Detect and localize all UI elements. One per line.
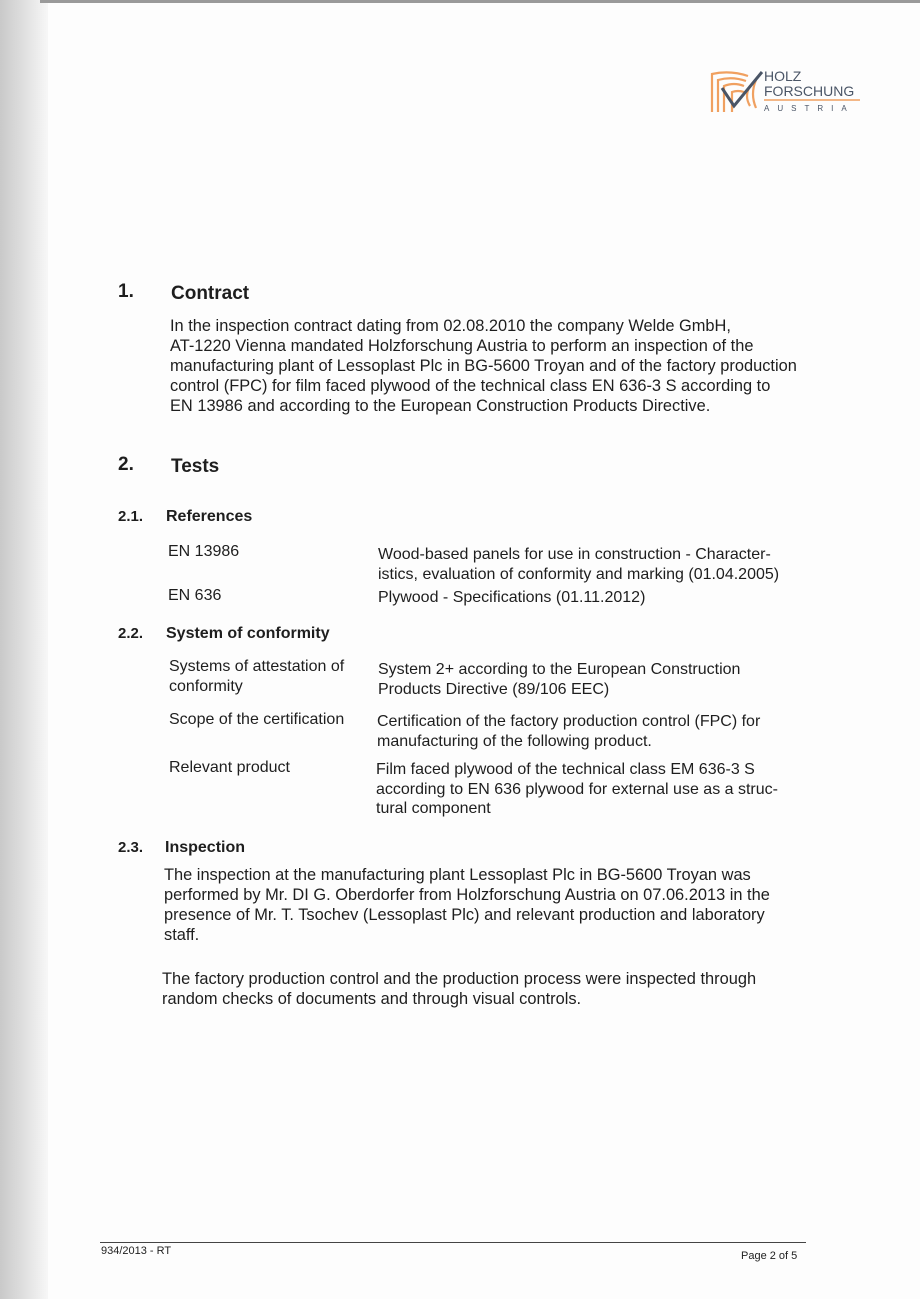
text-line: The inspection at the manufacturing plant Lessoplast Plc in BG-5600 Troyan was (164, 866, 751, 884)
subsection-title-system: System of conformity (166, 625, 330, 642)
text-line: In the inspection contract dating from 02.08.2010 the company Welde GmbH, (170, 317, 731, 335)
inspection-paragraph-2 (162, 969, 842, 1009)
contract-paragraph (170, 316, 850, 416)
scan-edge-shadow (0, 0, 48, 1299)
text-line: istics, evaluation of conformity and marking (01.04.2005) (378, 565, 780, 583)
conformity-label (169, 657, 344, 696)
text-line: The factory production control and the production process were inspected through (162, 970, 757, 988)
subsection-number: 2.2. (118, 625, 144, 642)
conformity-label: Scope of the certification (169, 711, 345, 728)
section-number: 2. (118, 454, 134, 475)
svg-text:HOLZ: HOLZ (764, 68, 802, 84)
text-line: conformity (169, 677, 243, 695)
text-line: Systems of attestation of (169, 658, 345, 675)
holzforschung-logo (710, 66, 870, 116)
svg-text:FORSCHUNG: FORSCHUNG (764, 83, 855, 99)
text-line: performed by Mr. DI G. Oberdorfer from Holzforschung Austria on 07.06.2013 in the (164, 886, 770, 904)
conformity-value (377, 712, 817, 751)
subsection-title-references: References (166, 508, 253, 525)
svg-text:AUSTRIA: AUSTRIA (764, 104, 855, 113)
scan-top-edge (40, 0, 920, 3)
conformity-label: Relevant product (169, 759, 290, 776)
section-title-contract: Contract (171, 283, 250, 304)
logo-mark-icon (710, 66, 870, 116)
section-title-tests: Tests (171, 456, 220, 477)
text-line: manufacturing of the following product. (377, 732, 652, 750)
text-line: Wood-based panels for use in construction - Character- (378, 546, 771, 563)
section-number: 1. (118, 281, 134, 302)
document-number: 934/2013 - RT (101, 1245, 172, 1257)
footer-divider (100, 1242, 806, 1243)
subsection-title-inspection: Inspection (165, 839, 246, 856)
text-line: random checks of documents and through visual controls. (162, 990, 582, 1008)
reference-value (378, 545, 818, 584)
text-line: tural component (376, 800, 491, 817)
text-line: staff. (164, 926, 200, 944)
text-line: presence of Mr. T. Tsochev (Lessoplast Plc) and relevant production and laboratory (164, 906, 765, 924)
conformity-value (378, 660, 818, 699)
reference-label: EN 13986 (168, 543, 240, 560)
subsection-number: 2.1. (118, 508, 144, 525)
text-line: according to EN 636 plywood for external use as a struc- (376, 780, 778, 798)
reference-value: Plywood - Specifications (01.11.2012) (378, 589, 646, 606)
page-number: Page 2 of 5 (741, 1250, 798, 1262)
text-line: control (FPC) for film faced plywood of the technical class EN 636-3 S according to (170, 377, 771, 395)
reference-label: EN 636 (168, 587, 222, 604)
text-line: EN 13986 and according to the European Construction Products Directive. (170, 397, 711, 415)
text-line: System 2+ according to the European Construction (378, 661, 741, 678)
text-line: Film faced plywood of the technical class EM 636-3 S (376, 761, 755, 778)
text-line: AT-1220 Vienna mandated Holzforschung Austria to perform an inspection of the (170, 337, 754, 355)
text-line: Products Directive (89/106 EEC) (378, 680, 610, 698)
text-line: manufacturing plant of Lessoplast Plc in BG-5600 Troyan and of the factory production (170, 357, 797, 375)
subsection-number: 2.3. (118, 839, 144, 856)
text-line: Certification of the factory production control (FPC) for (377, 713, 761, 730)
conformity-value (376, 760, 826, 819)
inspection-paragraph (164, 865, 844, 945)
